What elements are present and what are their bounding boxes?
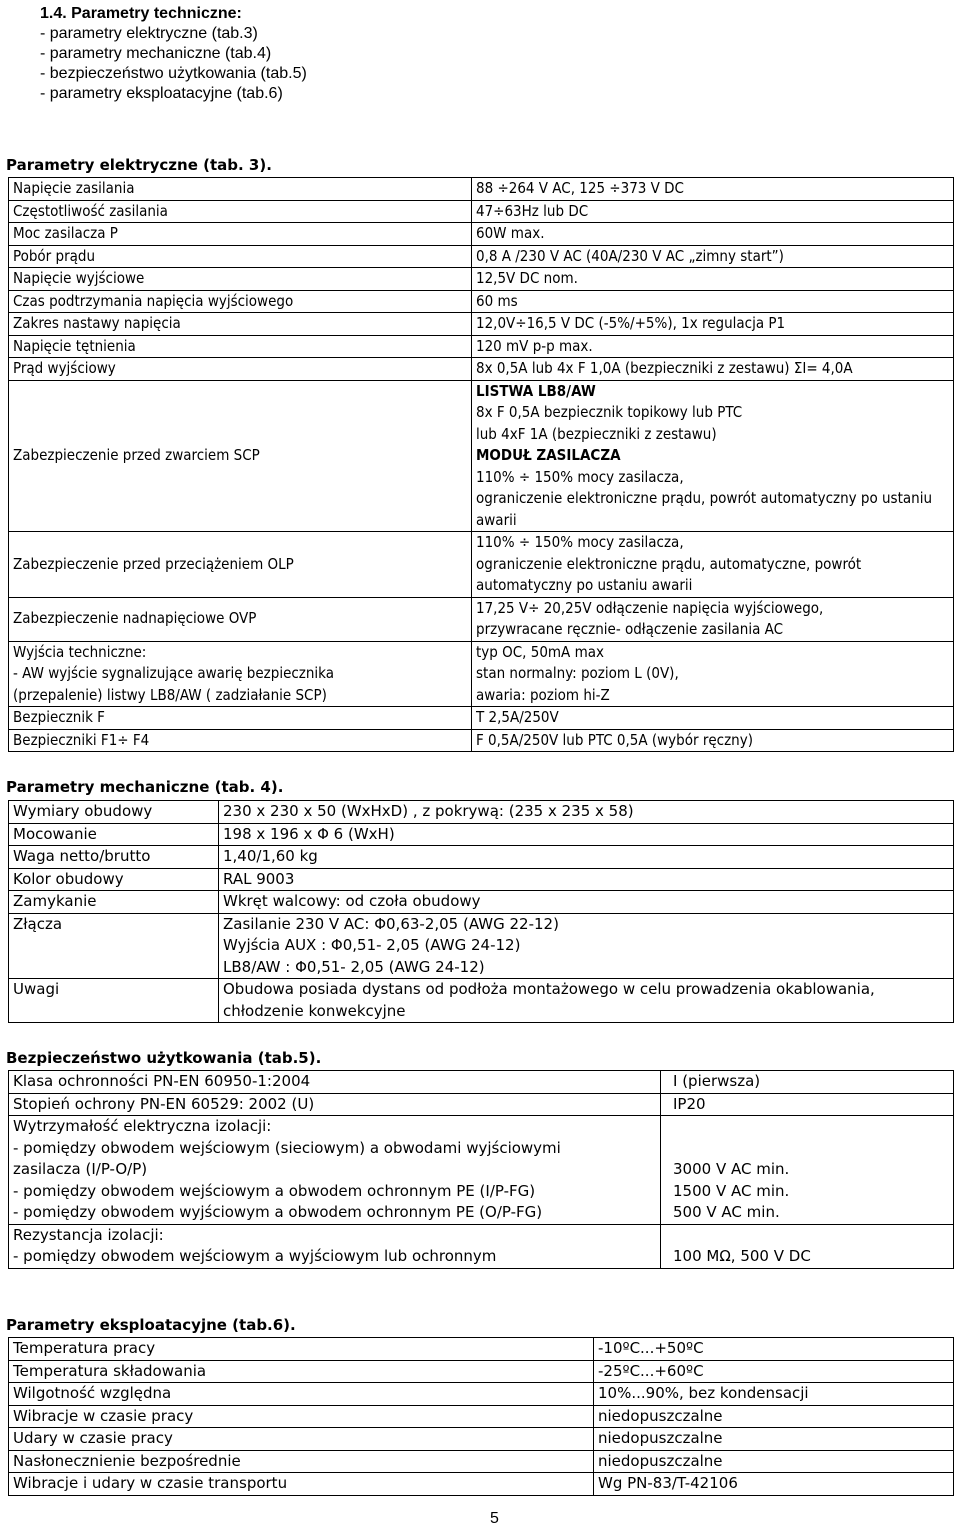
scp-value-line: LISTWA LB8/AW	[476, 381, 596, 400]
strength-line: Wytrzymałość elektryczna izolacji:	[13, 1117, 272, 1135]
scp-value-line: 110% ÷ 150% mocy zasilacza,	[476, 467, 684, 486]
intro-block	[40, 4, 307, 104]
table-row	[9, 178, 954, 201]
tech-value-line: stan normalny: poziom L (0V),	[476, 664, 679, 682]
row-value: 12,0V÷16,5 V DC (-5%/+5%), 1x regulacja P1	[472, 313, 954, 336]
row-value: RAL 9003	[219, 868, 954, 891]
resistance-line: - pomiędzy obwodem wejściowym a wyjściowym lub ochronnym	[13, 1247, 497, 1265]
scp-value-line: ograniczenie elektroniczne prądu, powrót automatyczny po ustaniu awarii	[476, 489, 932, 529]
table-row	[9, 200, 954, 223]
row-label	[9, 641, 472, 707]
row-value	[219, 913, 954, 979]
table-row	[9, 597, 954, 641]
row-value: 47÷63Hz lub DC	[472, 200, 954, 223]
row-value: 198 x 196 x Φ 6 (WxH)	[219, 823, 954, 846]
row-label: Klasa ochronności PN-EN 60950-1:2004	[9, 1071, 661, 1094]
row-value: 0,8 A /230 V AC (40A/230 V AC „zimny start”)	[472, 245, 954, 268]
table-row	[9, 707, 954, 730]
tech-label-line: (przepalenie) listwy LB8/AW ( zadziałanie SCP)	[13, 685, 327, 704]
operational-heading: Parametry eksploatacyjne (tab.6).	[6, 1316, 296, 1334]
row-value: 8x 0,5A lub 4x F 1,0A (bezpieczniki z zestawu) ΣI= 4,0A	[472, 358, 954, 381]
table-row	[9, 223, 954, 246]
table-row	[9, 846, 954, 869]
row-label	[9, 1116, 661, 1225]
row-label: Temperatura składowania	[9, 1360, 594, 1383]
row-value: 10%...90%, bez kondensacji	[594, 1383, 954, 1406]
table-row	[9, 823, 954, 846]
row-label: Kolor obudowy	[9, 868, 219, 891]
row-value: 1,40/1,60 kg	[219, 846, 954, 869]
row-value: -10ºC...+50ºC	[594, 1338, 954, 1361]
row-label: Bezpiecznik F	[9, 707, 472, 730]
ovp-value-line: przywracane ręcznie- odłączenie zasilania AC	[476, 620, 784, 638]
page-number: 5	[490, 1510, 499, 1527]
row-label: Zamykanie	[9, 891, 219, 914]
connector-line: LB8/AW : Φ0,51- 2,05 (AWG 24-12)	[223, 957, 485, 976]
table-row	[9, 729, 954, 752]
safety-heading: Bezpieczeństwo użytkowania (tab.5).	[6, 1049, 322, 1067]
row-value: 88 ÷264 V AC, 125 ÷373 V DC	[472, 178, 954, 201]
row-label: Zabezpieczenie nadnapięciowe OVP	[9, 597, 472, 641]
row-value: -25ºC...+60ºC	[594, 1360, 954, 1383]
row-label: Napięcie wyjściowe	[9, 268, 472, 291]
row-value	[472, 532, 954, 598]
table-row	[9, 290, 954, 313]
strength-line: zasilacza (I/P-O/P)	[13, 1160, 148, 1178]
olp-value-line: 110% ÷ 150% mocy zasilacza,	[476, 533, 684, 551]
tech-value-line: awaria: poziom hi-Z	[476, 685, 610, 704]
table-row	[9, 1473, 954, 1496]
table-row	[9, 1071, 954, 1094]
table-row	[9, 1405, 954, 1428]
row-label: Napięcie zasilania	[9, 178, 472, 201]
table-row	[9, 891, 954, 914]
row-label: Częstotliwość zasilania	[9, 200, 472, 223]
row-label: Nasłonecznienie bezpośrednie	[9, 1450, 594, 1473]
table-row	[9, 268, 954, 291]
scp-value-line: lub 4xF 1A (bezpieczniki z zestawu)	[476, 424, 717, 443]
electrical-heading: Parametry elektryczne (tab. 3).	[6, 156, 272, 174]
row-label: Zabezpieczenie przed zwarciem SCP	[9, 380, 472, 532]
table-row	[9, 801, 954, 824]
table-row	[9, 1116, 954, 1225]
row-value	[472, 641, 954, 707]
row-value: 100 MΩ, 500 V DC	[661, 1224, 954, 1268]
row-value: I (pierwsza)	[661, 1071, 954, 1094]
table-row	[9, 532, 954, 598]
strength-value: 1500 V AC min.	[673, 1181, 790, 1200]
table-row	[9, 1093, 954, 1116]
tech-label-line: Wyjścia techniczne:	[13, 642, 147, 661]
connector-line: Zasilanie 230 V AC: Φ0,63-2,05 (AWG 22-12)	[223, 914, 559, 933]
row-label: Mocowanie	[9, 823, 219, 846]
table-row	[9, 868, 954, 891]
row-value: Wg PN-83/T-42106	[594, 1473, 954, 1496]
row-label: Uwagi	[9, 979, 219, 1023]
row-value: 230 x 230 x 50 (WxHxD) , z pokrywą: (235 x 235 x 58)	[219, 801, 954, 824]
strength-line: - pomiędzy obwodem wyjściowym a obwodem ochronnym PE (O/P-FG)	[13, 1203, 543, 1221]
row-value: niedopuszczalne	[594, 1405, 954, 1428]
row-label: Temperatura pracy	[9, 1338, 594, 1361]
table-row	[9, 313, 954, 336]
table-row	[9, 335, 954, 358]
resistance-line: Rezystancja izolacji:	[13, 1225, 164, 1244]
row-label: Waga netto/brutto	[9, 846, 219, 869]
notes-line: Obudowa posiada dystans od podłoża montażowego w celu prowadzenia okablowania,	[223, 980, 875, 998]
row-value: 120 mV p-p max.	[472, 335, 954, 358]
notes-line: chłodzenie konwekcyjne	[223, 1001, 406, 1020]
table-row	[9, 641, 954, 707]
row-label: Wibracje i udary w czasie transportu	[9, 1473, 594, 1496]
table-row	[9, 1428, 954, 1451]
mechanical-table	[8, 800, 954, 1023]
row-value	[661, 1116, 954, 1225]
row-label: Stopień ochrony PN-EN 60529: 2002 (U)	[9, 1093, 661, 1116]
row-value: 60W max.	[472, 223, 954, 246]
row-label: Zakres nastawy napięcia	[9, 313, 472, 336]
strength-line: - pomiędzy obwodem wejściowym (sieciowym) a obwodami wyjściowymi	[13, 1138, 561, 1157]
olp-value-line: ograniczenie elektroniczne prądu, automatyczne, powrót automatyczny po ustaniu awarii	[476, 554, 862, 594]
safety-table	[8, 1070, 954, 1269]
operational-table	[8, 1337, 954, 1496]
table-row	[9, 380, 954, 532]
row-label: Czas podtrzymania napięcia wyjściowego	[9, 290, 472, 313]
intro-title: 1.4. Parametry techniczne:	[40, 5, 242, 22]
scp-value-line: 8x F 0,5A bezpiecznik topikowy lub PTC	[476, 403, 743, 421]
intro-item: - parametry mechaniczne (tab.4)	[40, 45, 272, 62]
mechanical-heading: Parametry mechaniczne (tab. 4).	[6, 778, 284, 796]
table-row	[9, 358, 954, 381]
table-row	[9, 913, 954, 979]
row-label	[9, 1224, 661, 1268]
row-value: Wkręt walcowy: od czoła obudowy	[219, 891, 954, 914]
strength-value: 500 V AC min.	[673, 1203, 780, 1221]
row-label: Wibracje w czasie pracy	[9, 1405, 594, 1428]
row-label: Moc zasilacza P	[9, 223, 472, 246]
row-value	[472, 597, 954, 641]
row-value: 12,5V DC nom.	[472, 268, 954, 291]
intro-item: - parametry elektryczne (tab.3)	[40, 25, 258, 42]
row-value: niedopuszczalne	[594, 1428, 954, 1451]
row-label: Prąd wyjściowy	[9, 358, 472, 381]
table-row	[9, 979, 954, 1023]
table-row	[9, 1383, 954, 1406]
connector-line: Wyjścia AUX : Φ0,51- 2,05 (AWG 24-12)	[223, 936, 521, 954]
row-value	[219, 979, 954, 1023]
ovp-value-line: 17,25 V÷ 20,25V odłączenie napięcia wyjściowego,	[476, 598, 824, 617]
intro-item: - parametry eksploatacyjne (tab.6)	[40, 85, 283, 102]
row-label: Pobór prądu	[9, 245, 472, 268]
row-label: Napięcie tętnienia	[9, 335, 472, 358]
table-row	[9, 1224, 954, 1268]
row-label: Bezpieczniki F1÷ F4	[9, 729, 472, 752]
tech-value-line: typ OC, 50mA max	[476, 642, 604, 661]
row-label: Udary w czasie pracy	[9, 1428, 594, 1451]
strength-value: 3000 V AC min.	[673, 1160, 790, 1178]
intro-item: - bezpieczeństwo użytkowania (tab.5)	[40, 65, 307, 82]
tech-label-line: - AW wyjście sygnalizujące awarię bezpiecznika	[13, 664, 334, 682]
electrical-table	[8, 177, 954, 752]
table-row	[9, 1450, 954, 1473]
row-value: niedopuszczalne	[594, 1450, 954, 1473]
strength-line: - pomiędzy obwodem wejściowym a obwodem ochronnym PE (I/P-FG)	[13, 1181, 536, 1200]
row-value: F 0,5A/250V lub PTC 0,5A (wybór ręczny)	[472, 729, 954, 752]
row-value: T 2,5A/250V	[472, 707, 954, 730]
row-label: Złącza	[9, 913, 219, 979]
row-label: Wilgotność względna	[9, 1383, 594, 1406]
row-label: Zabezpieczenie przed przeciążeniem OLP	[9, 532, 472, 598]
row-label: Wymiary obudowy	[9, 801, 219, 824]
table-row	[9, 245, 954, 268]
row-value: IP20	[661, 1093, 954, 1116]
row-value: 60 ms	[472, 290, 954, 313]
table-row	[9, 1360, 954, 1383]
scp-value-line: MODUŁ ZASILACZA	[476, 446, 621, 464]
table-row	[9, 1338, 954, 1361]
row-value	[472, 380, 954, 532]
